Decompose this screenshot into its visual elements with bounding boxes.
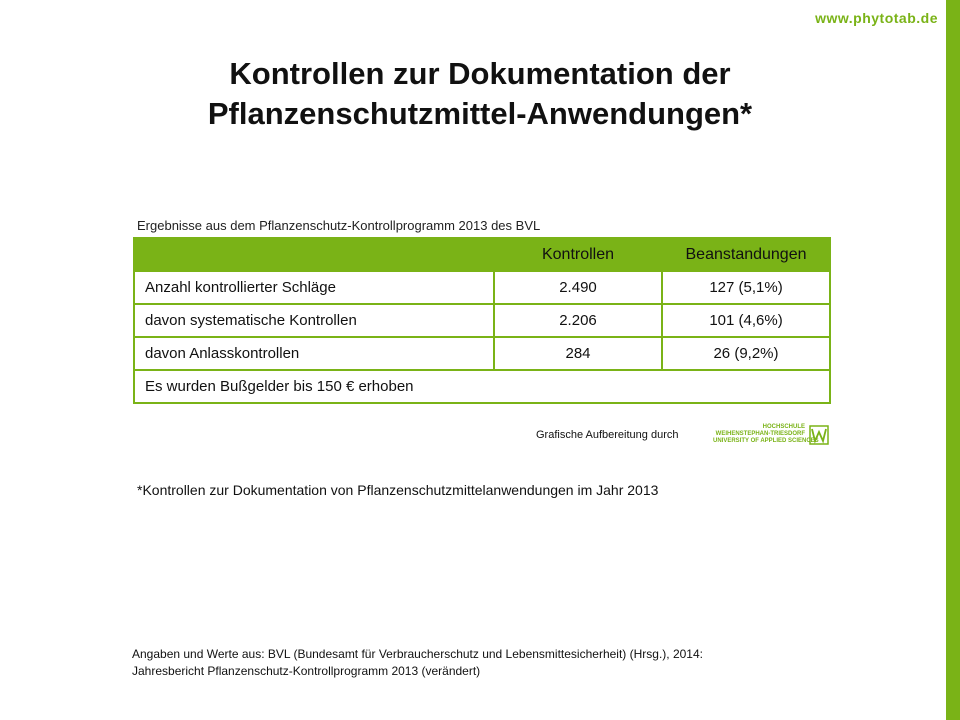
logo-line-3: UNIVERSITY OF APPLIED SCIENCES bbox=[713, 438, 819, 444]
row-label: davon systematische Kontrollen bbox=[134, 304, 494, 337]
table-note-row bbox=[134, 370, 830, 403]
table-row bbox=[134, 337, 830, 370]
university-logo bbox=[713, 424, 831, 446]
header-beanstandungen: Beanstandungen bbox=[662, 238, 830, 271]
results-table bbox=[133, 237, 831, 404]
logo-line-2: WEIHENSTEPHAN-TRIESDORF bbox=[715, 431, 805, 437]
note-cell: Es wurden Bußgelder bis 150 € erhoben bbox=[134, 370, 830, 403]
row-kontrollen: 2.490 bbox=[494, 271, 662, 304]
title-line-2: Pflanzenschutzmittel-Anwendungen* bbox=[207, 96, 753, 131]
row-label: Anzahl kontrollierter Schläge bbox=[134, 271, 494, 304]
hswt-logo-icon bbox=[809, 425, 829, 445]
page-title bbox=[90, 54, 870, 134]
row-beanstandungen: 26 (9,2%) bbox=[662, 337, 830, 370]
title-line-1: Kontrollen zur Dokumentation der bbox=[229, 56, 731, 91]
source-line-1: Angaben und Werte aus: BVL (Bundesamt für Verbraucherschutz und Lebensmittesicherheit) (Hrsg.), 2014: bbox=[132, 647, 703, 661]
row-kontrollen: 2.206 bbox=[494, 304, 662, 337]
source-line-2: Jahresbericht Pflanzenschutz-Kontrollprogramm 2013 (verändert) bbox=[132, 664, 481, 678]
footnote: *Kontrollen zur Dokumentation von Pflanzenschutzmittelanwendungen im Jahr 2013 bbox=[137, 482, 659, 498]
logo-line-1: HOCHSCHULE bbox=[762, 424, 805, 430]
header-kontrollen: Kontrollen bbox=[494, 238, 662, 271]
table-row bbox=[134, 304, 830, 337]
row-label: davon Anlasskontrollen bbox=[134, 337, 494, 370]
side-accent-bar bbox=[946, 0, 960, 720]
logo-text bbox=[713, 424, 819, 445]
row-beanstandungen: 101 (4,6%) bbox=[662, 304, 830, 337]
row-beanstandungen: 127 (5,1%) bbox=[662, 271, 830, 304]
source-citation bbox=[132, 646, 842, 680]
header-empty bbox=[134, 238, 494, 271]
table-header-row bbox=[134, 238, 830, 271]
table-caption: Ergebnisse aus dem Pflanzenschutz-Kontrollprogramm 2013 des BVL bbox=[137, 218, 541, 233]
credit-text: Grafische Aufbereitung durch bbox=[536, 429, 679, 441]
row-kontrollen: 284 bbox=[494, 337, 662, 370]
site-url[interactable]: www.phytotab.de bbox=[815, 10, 938, 26]
table-row bbox=[134, 271, 830, 304]
